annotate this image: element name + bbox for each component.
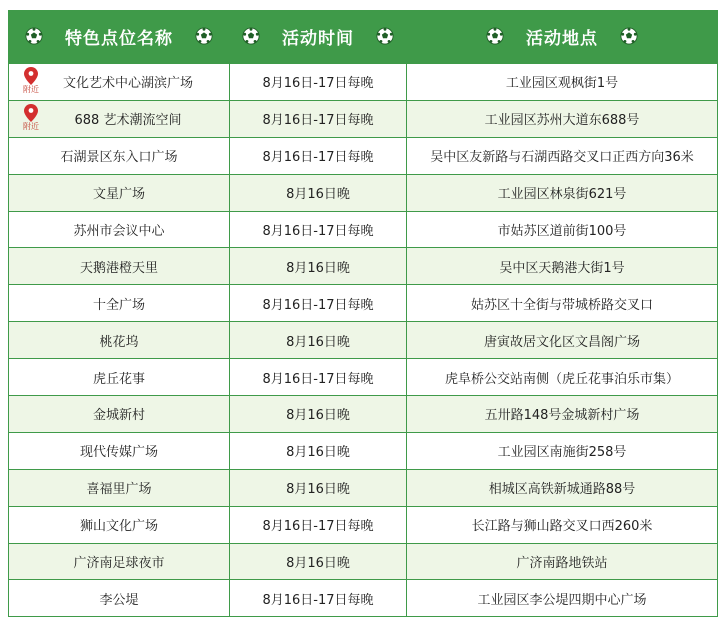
location-name-cell <box>9 469 230 506</box>
activity-place-cell: 工业园区李公堤四期中心广场 <box>407 580 718 617</box>
location-name-cell <box>9 64 230 101</box>
table-row <box>9 543 718 580</box>
activity-time-cell: 8月16日晚 <box>230 469 407 506</box>
location-name: 688 艺术潮流空间 <box>74 113 182 129</box>
activity-time-cell: 8月16日-17日每晚 <box>230 64 407 101</box>
location-name: 虎丘花事 <box>92 371 145 387</box>
table-row <box>9 359 718 396</box>
activity-time-cell: 8月16日晚 <box>230 543 407 580</box>
table-row <box>9 137 718 174</box>
activity-time-cell: 8月16日晚 <box>230 248 407 285</box>
activity-time-cell: 8月16日-17日每晚 <box>230 100 407 137</box>
activity-time-cell: 8月16日-17日每晚 <box>230 580 407 617</box>
soccer-ball-icon <box>486 27 504 45</box>
table-row <box>9 174 718 211</box>
header-activity-place <box>407 11 718 64</box>
location-name-cell <box>9 432 230 469</box>
location-name-cell <box>9 506 230 543</box>
schedule-table <box>8 10 718 617</box>
activity-time-cell: 8月16日晚 <box>230 432 407 469</box>
location-name: 石湖景区东入口广场 <box>60 150 178 166</box>
soccer-ball-icon <box>242 27 260 45</box>
header-label: 特色点位名称 <box>65 28 173 49</box>
header-label: 活动时间 <box>282 28 354 49</box>
activity-time-cell: 8月16日-17日每晚 <box>230 211 407 248</box>
location-name: 广济南足球夜市 <box>73 556 165 572</box>
location-name-cell <box>9 100 230 137</box>
activity-place-cell: 长江路与狮山路交叉口西260米 <box>407 506 718 543</box>
location-name: 天鹅港橙天里 <box>79 260 158 276</box>
location-name-cell <box>9 543 230 580</box>
table-row <box>9 469 718 506</box>
activity-time-cell: 8月16日-17日每晚 <box>230 506 407 543</box>
location-name-cell <box>9 174 230 211</box>
table-row <box>9 580 718 617</box>
location-name: 苏州市会议中心 <box>73 224 165 239</box>
activity-time-cell: 8月16日-17日每晚 <box>230 359 407 396</box>
activity-place-cell: 吴中区天鹅港大街1号 <box>407 248 718 285</box>
map-pin-icon <box>19 67 43 97</box>
location-name-cell <box>9 285 230 322</box>
activity-time-cell: 8月16日晚 <box>230 396 407 433</box>
table-row <box>9 506 718 543</box>
location-name-cell <box>9 359 230 396</box>
table-row <box>9 396 718 433</box>
table-row <box>9 211 718 248</box>
table-row <box>9 64 718 101</box>
location-name: 文化艺术中心湖滨广场 <box>62 76 193 92</box>
location-name: 金城新村 <box>92 408 145 424</box>
header-location-name <box>9 11 230 64</box>
table-row <box>9 322 718 359</box>
activity-place-cell: 工业园区观枫街1号 <box>407 64 718 101</box>
location-name: 狮山文化广场 <box>79 519 158 535</box>
table-row <box>9 248 718 285</box>
location-name-cell <box>9 580 230 617</box>
location-name: 李公堤 <box>99 592 139 608</box>
header-label: 活动地点 <box>526 28 598 49</box>
location-name: 喜福里广场 <box>86 482 152 498</box>
table-body <box>9 64 718 617</box>
soccer-ball-icon <box>25 27 43 45</box>
soccer-ball-icon <box>376 27 394 45</box>
activity-time-cell: 8月16日-17日每晚 <box>230 137 407 174</box>
table-row <box>9 432 718 469</box>
location-name: 桃花坞 <box>99 334 139 350</box>
table-header-row <box>9 11 718 64</box>
activity-place-cell: 市姑苏区道前街100号 <box>407 211 718 248</box>
location-name-cell <box>9 322 230 359</box>
nearby-tag: 附近 <box>23 85 39 94</box>
activity-time-cell: 8月16日-17日每晚 <box>230 285 407 322</box>
activity-place-cell: 广济南路地铁站 <box>407 543 718 580</box>
activity-place-cell: 工业园区苏州大道东688号 <box>407 100 718 137</box>
activity-place-cell: 五卅路148号金城新村广场 <box>407 396 718 433</box>
activity-place-cell: 姑苏区十全街与带城桥路交叉口 <box>407 285 718 322</box>
location-name: 现代传媒广场 <box>79 445 158 461</box>
activity-place-cell: 虎阜桥公交站南侧（虎丘花事泊乐市集） <box>407 359 718 396</box>
nearby-tag: 附近 <box>23 121 39 131</box>
activity-place-cell: 相城区高铁新城通路88号 <box>407 469 718 506</box>
soccer-ball-icon <box>195 27 213 45</box>
map-pin-icon <box>19 104 43 134</box>
table-row <box>9 100 718 137</box>
location-name: 文星广场 <box>92 187 145 203</box>
header-activity-time <box>230 11 407 64</box>
activity-place-cell: 工业园区林泉街621号 <box>407 174 718 211</box>
location-name-cell <box>9 137 230 174</box>
activity-place-cell: 吴中区友新路与石湖西路交叉口正西方向36米 <box>407 137 718 174</box>
soccer-ball-icon <box>620 27 638 45</box>
schedule-table-wrapper <box>8 10 716 617</box>
location-name-cell <box>9 248 230 285</box>
table-row <box>9 285 718 322</box>
location-name: 十全广场 <box>92 297 145 313</box>
activity-time-cell: 8月16日晚 <box>230 322 407 359</box>
location-name-cell <box>9 211 230 248</box>
activity-place-cell: 工业园区南施街258号 <box>407 432 718 469</box>
location-name-cell <box>9 396 230 433</box>
activity-time-cell: 8月16日晚 <box>230 174 407 211</box>
activity-place-cell: 唐寅故居文化区文昌阁广场 <box>407 322 718 359</box>
